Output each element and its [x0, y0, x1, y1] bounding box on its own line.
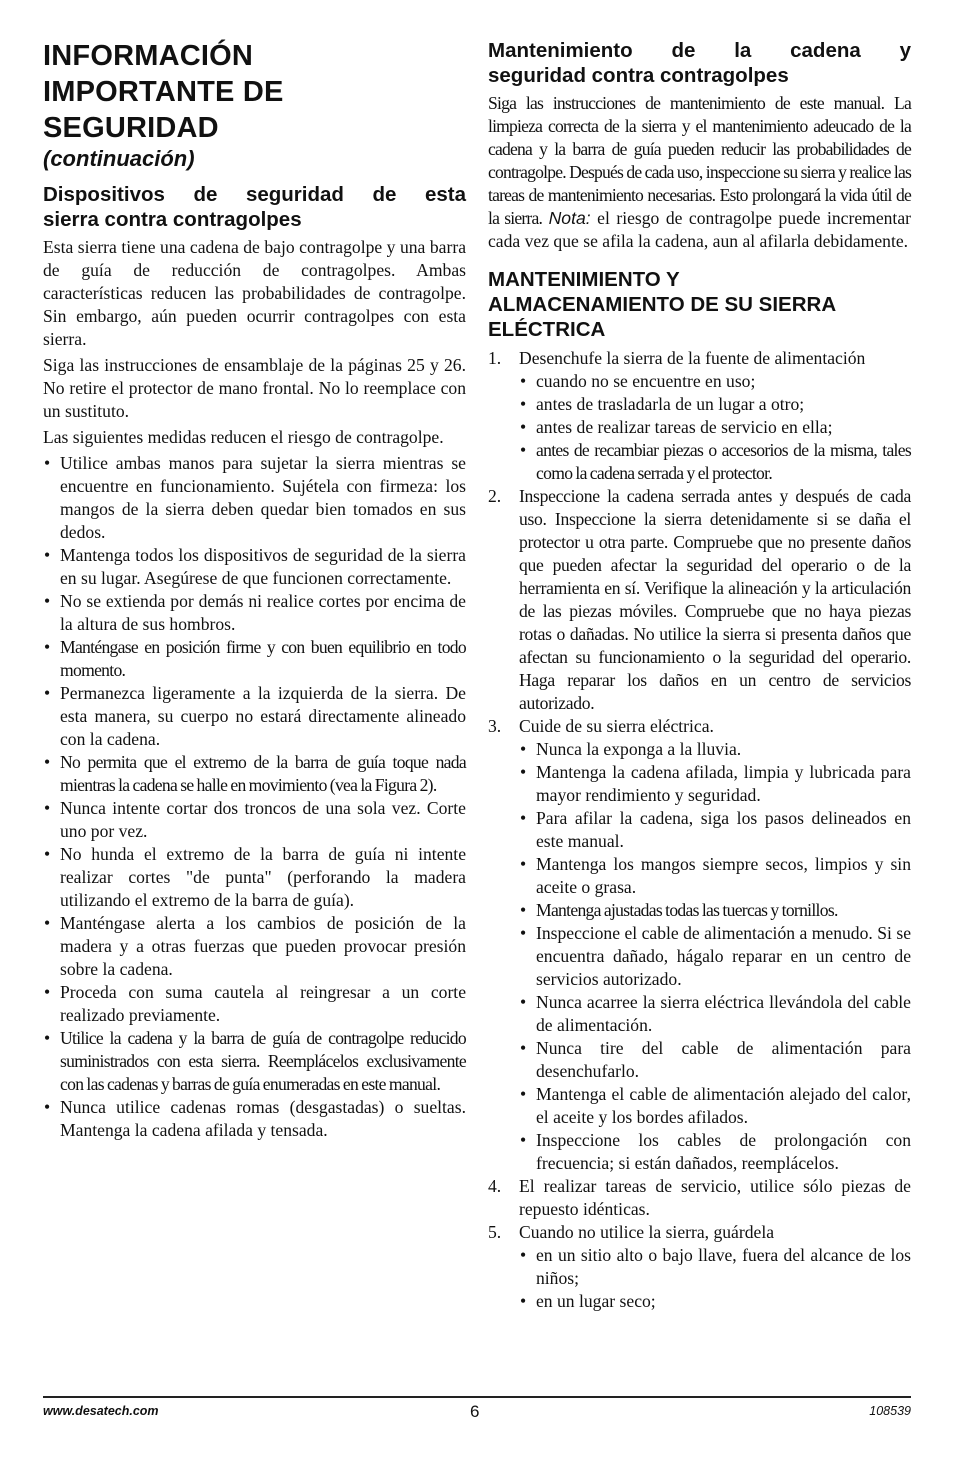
sub-list-item: • Mantenga la cadena afilada, limpia y lubricada para mayor rendimiento y seguridad. [519, 761, 911, 807]
maintenance-steps-list [488, 347, 911, 1313]
heading-line: Dispositivos de seguridad de esta [43, 183, 466, 206]
document-code: 108539 [869, 1404, 911, 1418]
paragraph: Las siguientes medidas reducen el riesgo de contragolpe. [43, 427, 444, 447]
sub-list [519, 370, 911, 485]
footer-rule [43, 1396, 911, 1398]
list-item: • Nunca intente cortar dos troncos de una sola vez. Corte uno por vez. [43, 797, 466, 843]
page-number: 6 [470, 1402, 480, 1421]
item-text: Desenchufe la sierra de la fuente de alimentación [519, 348, 866, 368]
list-item: • Mantenga todos los dispositivos de seguridad de la sierra en su lugar. Asegúrese de que funcionen correctamente. [43, 544, 466, 590]
item-number: 1. [488, 348, 502, 368]
item-text: El realizar tareas de servicio, utilice sólo piezas de repuesto idénticas. [519, 1176, 911, 1219]
sub-list-item: • Nunca acarree la sierra eléctrica llevándola del cable de alimentación. [519, 991, 911, 1037]
item-number: 2. [488, 486, 502, 506]
continuation-subtitle: (continuación) [43, 146, 195, 171]
sub-list-item: • Mantenga los mangos siempre secos, limpios y sin aceite o grasa. [519, 853, 911, 899]
list-item: • No hunda el extremo de la barra de guía ni intente realizar cortes "de punta" (perforando la madera utilizando el extremo de la barra de guía). [43, 843, 466, 912]
sub-list-item: • Para afilar la cadena, siga los pasos delineados en este manual. [519, 807, 911, 853]
main-title-line: SEGURIDAD [43, 112, 219, 144]
item-text: Cuide de su sierra eléctrica. [519, 716, 714, 736]
list-item: • Proceda con suma cautela al reingresar a un corte realizado previamente. [43, 981, 466, 1027]
list-item: • No permita que el extremo de la barra de guía toque nada mientras la cadena se halle en movimiento (vea la Figura 2). [43, 751, 466, 797]
item-text: Cuando no utilice la sierra, guárdela [519, 1222, 775, 1242]
item-number: 4. [488, 1176, 502, 1196]
numbered-item [488, 347, 911, 485]
sub-list-item: • Inspeccione el cable de alimentación a menudo. Si se encuentra dañado, hágalo reparar en un centro de servicios autorizado. [519, 922, 911, 991]
paragraph-text: el riesgo de contragolpe puede incrementar cada vez que se afila la cadena, aun al afilarla debidamente. [488, 208, 911, 251]
nota-label: Nota: [548, 208, 591, 228]
sub-list-item: • en un sitio alto o bajo llave, fuera del alcance de los niños; [519, 1244, 911, 1290]
paragraph [488, 92, 911, 253]
heading-line: seguridad contra contragolpes [488, 64, 789, 87]
sub-list-item: • antes de recambiar piezas o accesorios de la misma, tales como la cadena serrada y el protector. [519, 439, 911, 485]
list-item: • Nunca utilice cadenas romas (desgastadas) o sueltas. Mantenga la cadena afilada y tensada. [43, 1096, 466, 1142]
list-item: • Utilice ambas manos para sujetar la sierra mientras se encuentre en funcionamiento. Sujétela con firmeza: los mangos de la sierra deben quedar bien tomados en sus dedos. [43, 452, 466, 544]
paragraph: Siga las instrucciones de ensamblaje de la páginas 25 y 26. No retire el protector de mano frontal. No lo reemplace con un sustituto. [43, 355, 466, 421]
heading-line: sierra contra contragolpes [43, 208, 302, 231]
heading-line: MANTENIMIENTO Y [488, 268, 680, 291]
heading-line: ELÉCTRICA [488, 318, 606, 341]
paragraph-text: Siga las instrucciones de mantenimiento de este manual. La limpieza correcta de la sierra y el mantenimiento adeucado de la cadena y la barra de guía pueden reducir las probabilidades de contragolpe. Después de cada uso, inspeccione su sierra y realice las tareas de mantenimiento necesarias. Esto prolongará la vida útil de la sierra. [488, 93, 911, 228]
main-title-line: IMPORTANTE DE [43, 76, 284, 108]
sub-list-item: • antes de realizar tareas de servicio en ella; [519, 416, 911, 439]
sub-list-item: • antes de trasladarla de un lugar a otro; [519, 393, 911, 416]
list-item: • Permanezca ligeramente a la izquierda de la sierra. De esta manera, su cuerpo no estará directamente alineado con la cadena. [43, 682, 466, 751]
item-text: Inspeccione la cadena serrada antes y después de cada uso. Inspeccione la sierra detenidamente si se daña el protector u otra parte. Compruebe que no presente daños que pueden afectar la seguridad del operario o de la herramienta en sí. Verifique la alineación y la articulación de las piezas móviles. Compruebe que no haya piezas rotas o dañadas. No utilice la sierra si presenta daños que afectan su funcionamiento o la seguridad del operario. Haga reparar los daños en un centro de servicios autorizado. [519, 486, 911, 713]
main-title [43, 38, 466, 146]
list-item: • Utilice la cadena y la barra de guía de contragolpe reducido suministrados con esta sierra. Reemplácelos exclusivamente con las cadenas y barras de guía enumeradas en este manual. [43, 1027, 466, 1096]
section-heading-safety-devices [43, 182, 466, 232]
numbered-item [488, 485, 911, 715]
sub-list-item: • Inspeccione los cables de prolongación con frecuencia; si están dañados, reemplácelos. [519, 1129, 911, 1175]
sub-list-item: • en un lugar seco; [519, 1290, 911, 1313]
right-column [488, 38, 911, 1313]
numbered-item [488, 1175, 911, 1221]
sub-list [519, 738, 911, 1175]
heading-line: ALMACENAMIENTO DE SU SIERRA [488, 293, 837, 316]
item-number: 3. [488, 716, 502, 736]
heading-line: Mantenimiento de la cadena y [488, 39, 911, 62]
list-item: • Manténgase en posición firme y con buen equilibrio en todo momento. [43, 636, 466, 682]
numbered-item [488, 715, 911, 1175]
sub-list-item: • Mantenga el cable de alimentación alejado del calor, el aceite y los bordes afilados. [519, 1083, 911, 1129]
numbered-item [488, 1221, 911, 1313]
sub-list-item: • cuando no se encuentre en uso; [519, 370, 911, 393]
list-item: • Manténgase alerta a los cambios de posición de la madera y a otras fuerzas que pueden provocar presión sobre la cadena. [43, 912, 466, 981]
left-column [43, 38, 466, 1142]
sub-list-item: • Mantenga ajustadas todas las tuercas y tornillos. [519, 899, 911, 922]
paragraph: Esta sierra tiene una cadena de bajo contragolpe y una barra de guía de reducción de contragolpes. Ambas características reducen las probabilidades de contragolpe. Sin embargo, aún pueden ocurrir contragolpes con esta sierra. [43, 237, 466, 349]
sub-list-item: • Nunca la exponga a la lluvia. [519, 738, 911, 761]
section-heading-storage [488, 267, 911, 342]
footer-website-link[interactable]: www.desatech.com [43, 1404, 159, 1418]
sub-list [519, 1244, 911, 1313]
kickback-measures-list [43, 452, 466, 1142]
list-item: • No se extienda por demás ni realice cortes por encima de la altura de sus hombros. [43, 590, 466, 636]
sub-list-item: • Nunca tire del cable de alimentación para desenchufarlo. [519, 1037, 911, 1083]
item-number: 5. [488, 1222, 502, 1242]
section-heading-chain-maintenance [488, 38, 911, 88]
main-title-line: INFORMACIÓN [43, 40, 254, 72]
